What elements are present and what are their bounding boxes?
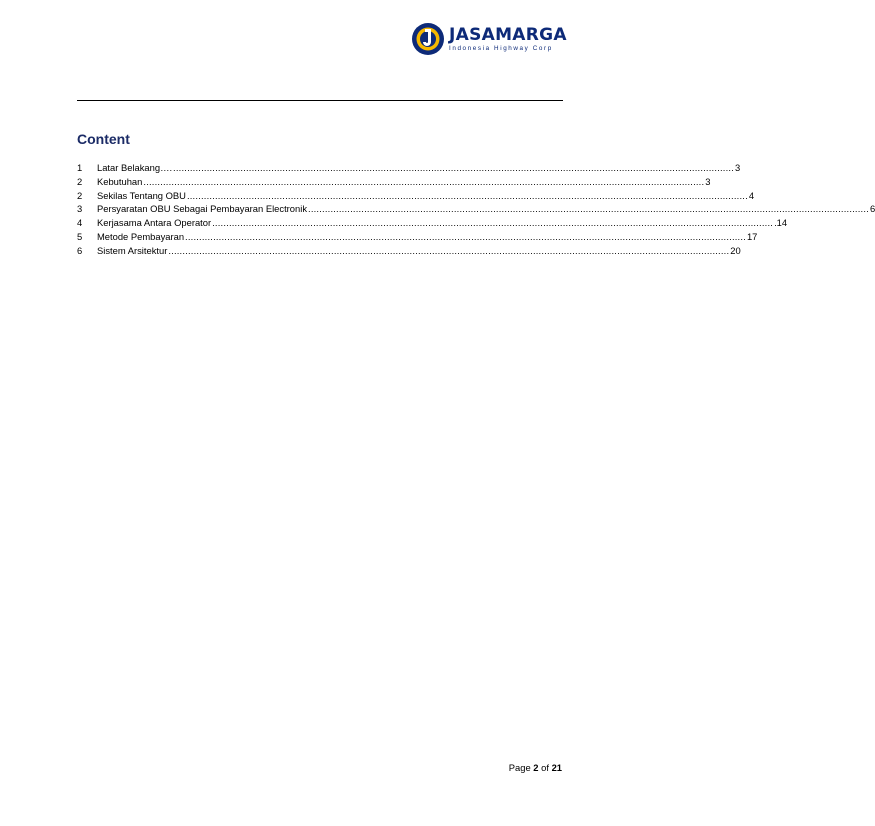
toc-entry-number: 4 bbox=[77, 217, 83, 229]
toc-entry-label: Kebutuhan bbox=[97, 175, 143, 187]
toc-entry-label: Kerjasama Antara Operator bbox=[97, 217, 212, 229]
toc-dot-leader: ........................................................................................................................................................................................................ bbox=[168, 244, 730, 256]
toc-entry-number: 2 bbox=[77, 189, 83, 201]
toc-entry-page: 3 bbox=[734, 162, 741, 173]
toc-dot-leader: ........................................................................................................................................................................................................ bbox=[186, 189, 748, 201]
toc-entry[interactable] bbox=[77, 230, 758, 244]
toc-dot-leader: ........................................................................................................................................................................................................ bbox=[308, 203, 869, 215]
toc-entry[interactable] bbox=[77, 189, 755, 203]
toc-entry[interactable] bbox=[77, 175, 711, 189]
toc-entry[interactable] bbox=[77, 244, 741, 258]
toc-entry[interactable] bbox=[77, 216, 788, 230]
toc-entry-page: 3 bbox=[705, 175, 711, 187]
toc-entry-label: Persyaratan OBU Sebagai Pembayaran Electronik bbox=[97, 203, 308, 215]
toc-dot-leader: ........................................................................................................................................................................................................ bbox=[185, 230, 746, 242]
table-of-contents bbox=[77, 161, 875, 258]
toc-dot-leader: ........................................................................................................................................................................................................ bbox=[173, 162, 734, 173]
toc-entry[interactable] bbox=[77, 202, 875, 216]
page-footer bbox=[509, 762, 562, 773]
logo-tagline: Indonesia Highway Corp bbox=[449, 44, 553, 52]
toc-entry-label: Metode Pembayaran bbox=[97, 230, 185, 242]
toc-entry-label: Sistem Arsitektur bbox=[97, 244, 168, 256]
footer-of-word: of bbox=[541, 762, 549, 773]
footer-current-page: 2 bbox=[533, 762, 539, 773]
toc-dot-leader: ........................................................................................................................................................................................................ bbox=[143, 175, 705, 187]
header-divider bbox=[77, 100, 563, 101]
toc-title: Content bbox=[77, 131, 130, 147]
footer-total-pages: 21 bbox=[551, 762, 562, 773]
toc-entry-page: 17 bbox=[746, 230, 758, 242]
toc-entry-label: Latar Belakang…. bbox=[97, 162, 173, 173]
toc-entry-number: 5 bbox=[77, 230, 83, 242]
footer-page-word: Page bbox=[508, 762, 531, 773]
jasamarga-logo-icon bbox=[411, 22, 445, 56]
toc-entry-page: 20 bbox=[730, 244, 741, 256]
toc-entry-number: 3 bbox=[77, 203, 83, 215]
toc-dot-leader: ........................................................................................................................................................................................................ bbox=[212, 217, 774, 229]
toc-entry-number: 1 bbox=[77, 162, 83, 173]
toc-entry-number: 2 bbox=[77, 175, 83, 187]
toc-entry-page: .14 bbox=[774, 217, 788, 229]
toc-entry-page: 4 bbox=[748, 189, 755, 201]
toc-entry-page: 6 bbox=[869, 203, 875, 215]
toc-entry-label: Sekilas Tentang OBU bbox=[97, 189, 186, 201]
toc-entry-number: 6 bbox=[77, 244, 83, 256]
toc-entry[interactable] bbox=[77, 161, 741, 175]
logo-name: JASAMARGA bbox=[449, 24, 567, 45]
company-logo bbox=[411, 22, 567, 56]
